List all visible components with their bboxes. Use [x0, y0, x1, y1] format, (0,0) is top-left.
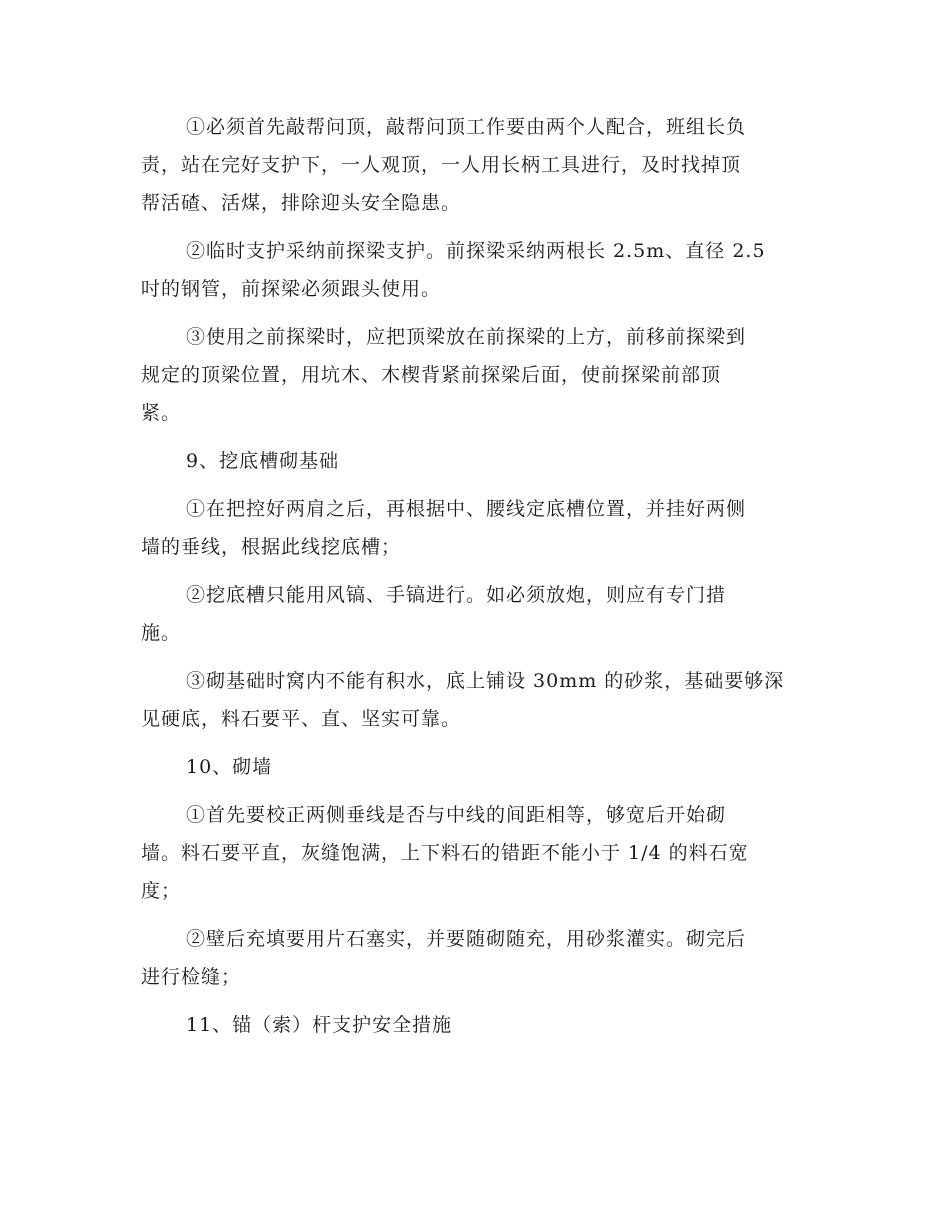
paragraph-7	[141, 796, 807, 910]
text-line: 度；	[141, 880, 182, 902]
paragraph-1	[141, 108, 807, 222]
text-line: ③使用之前探梁时，应把顶梁放在前探梁的上方，前移前探梁到	[186, 326, 747, 348]
text-line: 施。	[141, 622, 182, 644]
text-line: ①必须首先敲帮问顶，敲帮问顶工作要由两个人配合，班组长负	[186, 116, 747, 138]
text-line: ①在把控好两肩之后，再根据中、腰线定底槽位置，并挂好两侧	[186, 498, 747, 520]
text-line: 规定的顶梁位置，用坑木、木楔背紧前探梁后面，使前探梁前部顶	[141, 364, 722, 386]
document-body	[141, 108, 807, 1054]
text-line: ②挖底槽只能用风镐、手镐进行。如必须放炮，则应有专门措	[186, 584, 727, 606]
text-line: ②临时支护采纳前探梁支护。前探梁采纳两根长 2.5m、直径 2.5	[186, 240, 766, 262]
text-line: 见硬底，料石要平、直、坚实可靠。	[141, 708, 462, 730]
paragraph-8	[141, 920, 807, 996]
paragraph-2	[141, 232, 807, 308]
section-heading-11: 11、锚（索）杆支护安全措施	[186, 1014, 453, 1036]
text-line: 墙的垂线，根据此线挖底槽；	[141, 536, 402, 558]
text-line: 帮活碴、活煤，排除迎头安全隐患。	[141, 192, 462, 214]
text-line: 墙。料石要平直，灰缝饱满，上下料石的错距不能小于 1/4 的料石宽	[141, 842, 749, 864]
text-line: 紧。	[141, 402, 182, 424]
text-line: ①首先要校正两侧垂线是否与中线的间距相等，够宽后开始砌	[186, 804, 727, 826]
section-heading-10: 10、砌墙	[186, 756, 273, 778]
paragraph-4	[141, 490, 807, 566]
text-line: ③砌基础时窝内不能有积水，底上铺设 30mm 的砂浆，基础要够深	[186, 670, 785, 692]
paragraph-6	[141, 662, 807, 738]
text-line: ②壁后充填要用片石塞实，并要随砌随充，用砂浆灌实。砌完后	[186, 928, 747, 950]
section-heading-9: 9、挖底槽砌基础	[186, 450, 340, 472]
text-line: 责，站在完好支护下，一人观顶，一人用长柄工具进行，及时找掉顶	[141, 154, 742, 176]
text-line: 进行检缝；	[141, 966, 242, 988]
text-line: 吋的钢管，前探梁必须跟头使用。	[141, 278, 442, 300]
paragraph-3	[141, 318, 807, 432]
paragraph-5	[141, 576, 807, 652]
